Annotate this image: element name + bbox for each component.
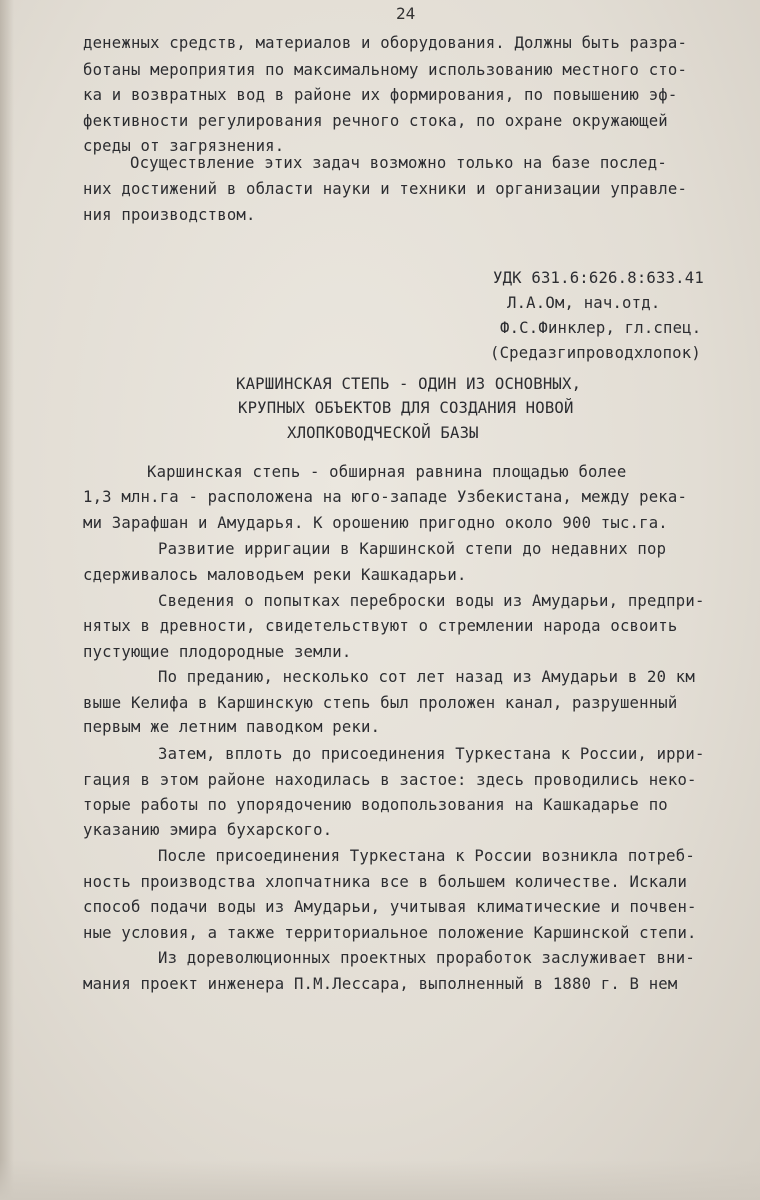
body-line: 1,3 млн.га - расположена на юго-западе Узбекистана, между река-	[83, 488, 688, 506]
text-line: среды от загрязнения.	[83, 137, 285, 155]
page-edge-shadow	[0, 0, 14, 1200]
body-line: первым же летним паводком реки.	[83, 718, 381, 736]
text-line: ния производством.	[83, 206, 256, 224]
text-line: фективности регулирования речного стока, по охране окружающей	[83, 112, 668, 130]
article-title-line: ХЛОПКОВОДЧЕСКОЙ БАЗЫ	[287, 424, 479, 442]
body-line: Развитие ирригации в Каршинской степи до недавних пор	[158, 540, 667, 558]
text-line: Осуществление этих задач возможно только на базе послед-	[130, 154, 667, 172]
body-line: Сведения о попытках переброски воды из Амударьи, предпри-	[158, 592, 705, 610]
body-line: пустующие плодородные земли.	[83, 643, 352, 661]
body-line: После присоединения Туркестана к России возникла потреб-	[158, 847, 695, 865]
article-title-line: КРУПНЫХ ОБЪЕКТОВ ДЛЯ СОЗДАНИЯ НОВОЙ	[238, 399, 574, 417]
text-line: денежных средств, материалов и оборудования. Должны быть разра-	[83, 34, 688, 52]
body-line: указанию эмира бухарского.	[83, 821, 333, 839]
body-line: Из дореволюционных проектных проработок заслуживает вни-	[158, 949, 695, 967]
body-line: торые работы по упорядочению водопользования на Кашкадарье по	[83, 796, 668, 814]
page-bottom-shadow	[0, 1160, 760, 1200]
text-line: ботаны мероприятия по максимальному использованию местного сто-	[83, 61, 688, 79]
body-line: нятых в древности, свидетельствуют о стремлении народа освоить	[83, 617, 678, 635]
body-line: По преданию, несколько сот лет назад из Амударьи в 20 км	[158, 668, 695, 686]
organization-line: (Средазгипроводхлопок)	[490, 344, 701, 362]
body-line: Каршинская степь - обширная равнина площадью более	[147, 463, 627, 481]
body-line: ми Зарафшан и Амударья. К орошению пригодно около 900 тыс.га.	[83, 514, 668, 532]
text-line: них достижений в области науки и техники и организации управле-	[83, 180, 688, 198]
author-line: Ф.С.Финклер, гл.спец.	[500, 319, 702, 337]
article-title-line: КАРШИНСКАЯ СТЕПЬ - ОДИН ИЗ ОСНОВНЫХ,	[236, 375, 582, 393]
body-line: Затем, вплоть до присоединения Туркестана к России, ирри-	[158, 745, 705, 763]
author-line: Л.А.Ом, нач.отд.	[507, 294, 661, 312]
body-line: ность производства хлопчатника все в большем количестве. Искали	[83, 873, 688, 891]
udk-code: УДК 631.6:626.8:633.41	[493, 269, 704, 287]
page-number: 24	[396, 4, 416, 23]
body-line: сдерживалось маловодьем реки Кашкадарьи.	[83, 566, 467, 584]
body-line: способ подачи воды из Амударьи, учитывая климатические и почвен-	[83, 898, 697, 916]
text-line: ка и возвратных вод в районе их формирования, по повышению эф-	[83, 86, 678, 104]
body-line: ные условия, а также территориальное положение Каршинской степи.	[83, 924, 697, 942]
body-line: выше Келифа в Каршинскую степь был проложен канал, разрушенный	[83, 694, 678, 712]
body-line: гация в этом районе находилась в застое: здесь проводились неко-	[83, 771, 697, 789]
body-line: мания проект инженера П.М.Лессара, выполненный в 1880 г. В нем	[83, 975, 678, 993]
